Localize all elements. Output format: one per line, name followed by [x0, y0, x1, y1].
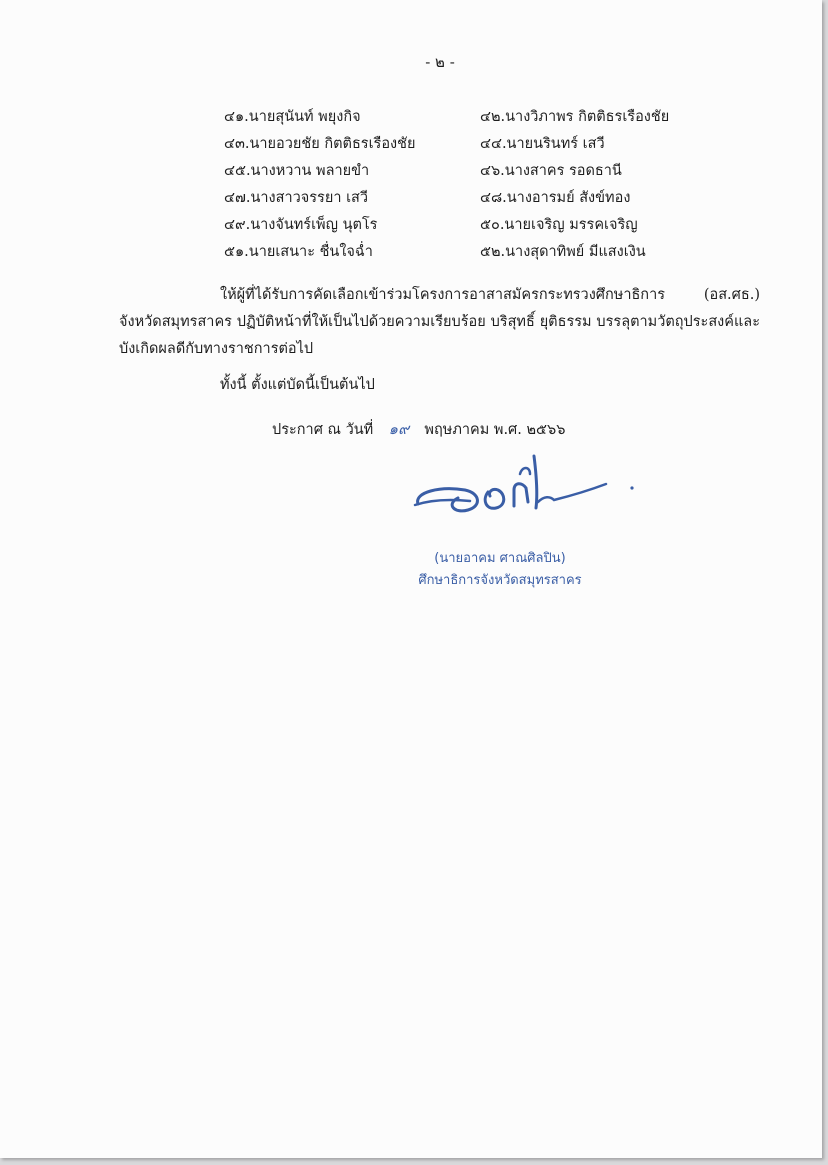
instruction-paragraph: ให้ผู้ที่ได้รับการคัดเลือกเข้าร่วมโครงการอาสาสมัครกระทรวงศึกษาธิการ (อส.ศธ.) จังหวัดสมุทรสาคร ปฏิบัติหน้าที่ให้เป็นไปด้วยความเรียบร้อย บริสุทธิ์ ยุติธรรม บรรลุตามวัตถุประสงค์และบังเกิดผลดีกับทางราชการต่อไป	[119, 287, 760, 357]
signer-name: (นายอาคม ศาณศิลปิน)	[434, 551, 566, 566]
name-entry: ๕๐.นายเจริญ มรรคเจริญ	[480, 217, 638, 233]
page-number: - ๒ -	[425, 53, 455, 71]
name-entry: ๕๑.นายเสนาะ ชื่นใจฉ่ำ	[224, 244, 373, 260]
name-list	[224, 106, 704, 268]
name-entry: ๔๓.นายอวยชัย กิตติธรเรืองชัย	[224, 136, 416, 152]
name-entry: ๔๒.นางวิภาพร กิตติธรเรืองชัย	[480, 109, 670, 125]
name-entry: ๔๗.นางสาวจรรยา เสวี	[224, 190, 369, 206]
name-entry: ๔๖.นางสาคร รอดธานี	[480, 163, 622, 179]
name-entry: ๕๒.นางสุดาทิพย์ มีแสงเงิน	[480, 244, 646, 260]
announce-month-year: พฤษภาคม พ.ศ. ๒๕๖๖	[424, 422, 566, 438]
name-entry: ๔๕.นางหวาน พลายขำ	[224, 163, 370, 179]
signer-block	[400, 548, 600, 592]
signer-title: ศึกษาธิการจังหวัดสมุทรสาคร	[418, 573, 582, 588]
name-entry: ๔๘.นางอารมย์ สังข์ทอง	[480, 190, 631, 206]
announce-day: ๑๙	[388, 420, 410, 438]
announce-prefix: ประกาศ ณ วันที่	[272, 422, 374, 438]
name-entry: ๔๔.นายนรินทร์ เสวี	[480, 136, 605, 152]
name-entry: ๔๙.นางจันทร์เพ็ญ นุตโร	[224, 217, 378, 233]
announcement-date	[272, 418, 565, 441]
effective-statement: ทั้งนี้ ตั้งแต่บัดนี้เป็นต้นไป	[220, 377, 375, 393]
handwritten-signature	[410, 452, 640, 522]
name-entry: ๔๑.นายสุนันท์ พยุงกิจ	[224, 109, 361, 125]
